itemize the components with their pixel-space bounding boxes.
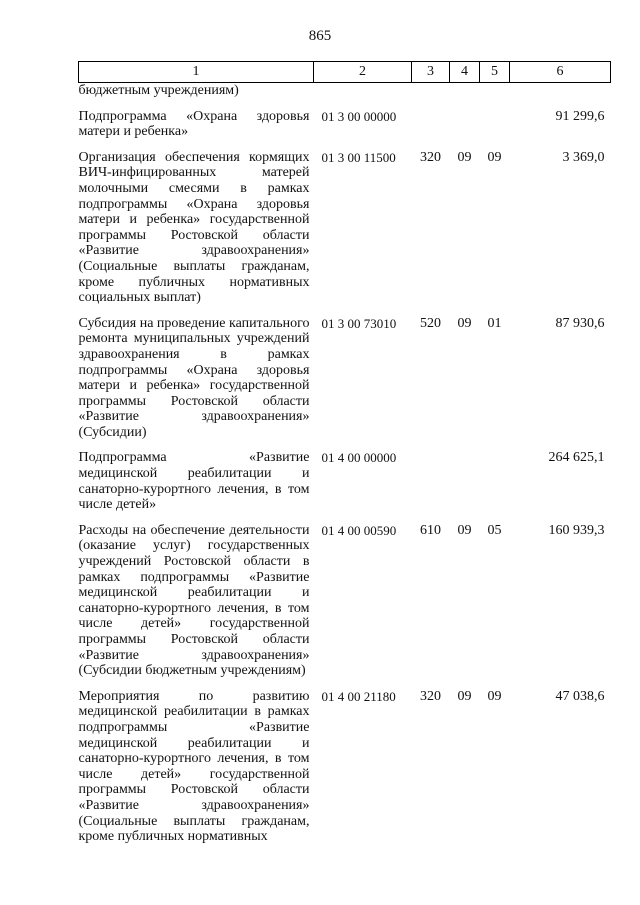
row-amount: 91 299,6: [555, 108, 605, 124]
table-row: [79, 450, 611, 522]
row-code: 01 3 00 11500: [321, 149, 396, 165]
table-row: [79, 523, 611, 689]
table-row: [79, 689, 611, 845]
row-code: 01 4 00 00000: [321, 450, 397, 466]
row-rz: 09: [457, 688, 472, 704]
row-amount: 160 939,3: [548, 522, 605, 538]
row-vr: 610: [420, 522, 441, 538]
row-pr: 09: [487, 688, 502, 704]
row-code: 01 4 00 00590: [321, 522, 397, 538]
row-amount: [510, 83, 611, 109]
row-name: Организация обеспечения кормящих ВИЧ-инфицированных матерей молочными смесями в рамках подпрограммы «Охрана здоровья матери и ребенка» государственной программы Ростовской области «Развитие здравоохранения» (Социальные выплаты гражданам, кроме публичных нормативных социальных выплат): [78, 149, 310, 306]
row-vr: [412, 83, 450, 109]
row-amount: 3 369,0: [562, 149, 605, 165]
row-vr: 320: [420, 149, 441, 165]
table-row: [79, 83, 611, 109]
row-code: 01 3 00 73010: [321, 315, 397, 331]
row-pr: [480, 83, 510, 109]
row-rz: [450, 450, 480, 522]
header-col-3: 3: [412, 62, 450, 83]
header-col-2: 2: [314, 62, 412, 83]
row-name: Подпрограмма «Охрана здоровья матери и ребенка»: [78, 108, 310, 140]
row-name: Субсидия на проведение капитального ремонта муниципальных учреждений здравоохранения в рамках подпрограммы «Охрана здоровья матери и ребенка» государственной программы Ростовской области «Развитие здравоохранения» (Субсидии): [78, 315, 310, 440]
row-amount: 87 930,6: [555, 315, 605, 331]
header-col-4: 4: [450, 62, 480, 83]
row-code: 01 3 00 00000: [321, 108, 397, 124]
row-rz: [450, 83, 480, 109]
row-name: бюджетным учреждениям): [78, 83, 239, 98]
row-rz: 09: [457, 149, 472, 165]
row-pr: 01: [487, 315, 502, 331]
row-pr: [480, 450, 510, 522]
row-vr: [412, 450, 450, 522]
header-col-6: 6: [510, 62, 611, 83]
row-rz: [450, 109, 480, 150]
row-pr: [480, 109, 510, 150]
row-amount: 264 625,1: [548, 450, 605, 466]
row-code: [314, 83, 412, 109]
header-col-1: 1: [79, 62, 314, 83]
row-name: Мероприятия по развитию медицинской реабилитации в рамках подпрограммы «Развитие медицинской реабилитации и санаторно-курортного лечения, в том числе детей» государственной программы Ростовской области «Развитие здравоохранения» (Социальные выплаты гражданам, кроме публичных нормативных: [78, 688, 310, 845]
table-row: [79, 316, 611, 451]
budget-table: [78, 61, 611, 845]
table-row: [79, 150, 611, 316]
row-code: 01 4 00 21180: [321, 688, 396, 704]
row-rz: 09: [457, 315, 472, 331]
table-row: [79, 109, 611, 150]
page-number: 865: [308, 28, 332, 44]
row-pr: 05: [487, 522, 502, 538]
row-vr: 320: [420, 688, 441, 704]
row-rz: 09: [457, 522, 472, 538]
row-name: Расходы на обеспечение деятельности (оказание услуг) государственных учреждений Ростовской области в рамках подпрограммы «Развитие медицинской реабилитации и санаторно-курортного лечения, в том числе детей» государственной программы Ростовской области «Развитие здравоохранения» (Субсидии бюджетным учреждениям): [78, 522, 310, 679]
header-col-5: 5: [480, 62, 510, 83]
row-pr: 09: [487, 149, 502, 165]
row-name: Подпрограмма «Развитие медицинской реабилитации и санаторно-курортного лечения, в том числе детей»: [78, 450, 310, 513]
row-vr: [412, 109, 450, 150]
row-vr: 520: [420, 315, 441, 331]
table-header: [79, 62, 611, 83]
row-amount: 47 038,6: [555, 688, 605, 704]
